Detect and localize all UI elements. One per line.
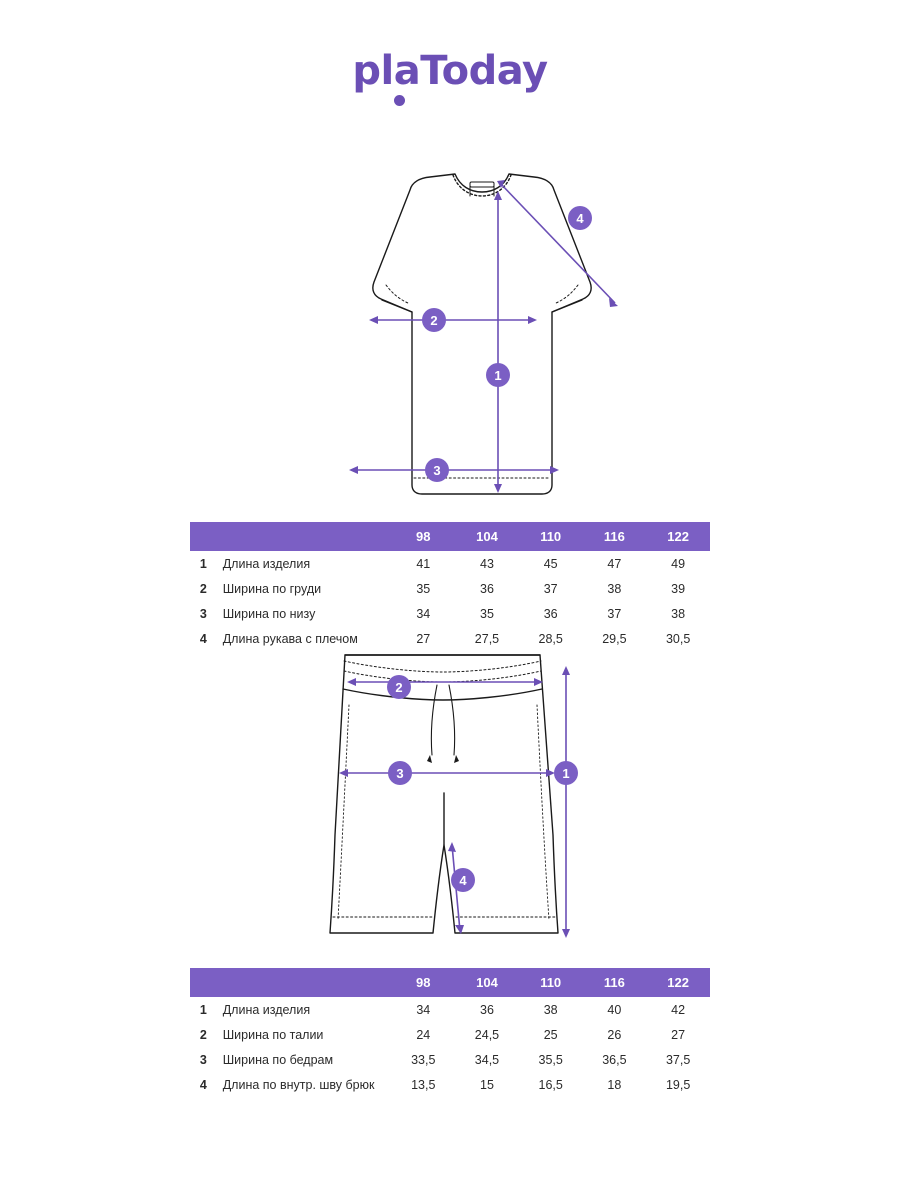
row-value: 16,5	[519, 1072, 583, 1097]
row-value: 33,5	[391, 1047, 455, 1072]
header-size-110: 110	[540, 975, 562, 990]
row-value: 36	[519, 601, 583, 626]
header-size-122: 122	[667, 975, 689, 990]
row-value: 38	[646, 601, 710, 626]
row-value: 39	[646, 576, 710, 601]
row-label: Ширина по талии	[217, 1022, 392, 1047]
callout-2	[387, 675, 411, 699]
row-value: 34	[391, 601, 455, 626]
row-label: Ширина по груди	[217, 576, 392, 601]
row-value: 37,5	[646, 1047, 710, 1072]
row-value: 19,5	[646, 1072, 710, 1097]
t-shirt-figure	[0, 160, 900, 510]
row-index: 3	[190, 601, 217, 626]
table-row	[190, 1047, 710, 1072]
row-value: 45	[519, 551, 583, 576]
callout-1	[486, 363, 510, 387]
svg-text:3: 3	[433, 463, 441, 478]
table-row	[190, 576, 710, 601]
row-value: 36,5	[583, 1047, 647, 1072]
row-value: 42	[646, 997, 710, 1022]
svg-text:4: 4	[459, 873, 467, 888]
header-size-116: 116	[603, 529, 625, 544]
header-size-110: 110	[540, 529, 562, 544]
row-value: 37	[583, 601, 647, 626]
shorts-figure	[0, 645, 900, 955]
measurement-arrows	[339, 666, 570, 938]
callout-2	[422, 308, 446, 332]
row-value: 43	[455, 551, 519, 576]
row-value: 24,5	[455, 1022, 519, 1047]
row-value: 26	[583, 1022, 647, 1047]
row-label: Ширина по низу	[217, 601, 392, 626]
row-value: 47	[583, 551, 647, 576]
row-label: Длина по внутр. шву брюк	[217, 1072, 392, 1097]
row-value: 38	[583, 576, 647, 601]
row-index: 2	[190, 1022, 217, 1047]
callout-3	[388, 761, 412, 785]
svg-text:3: 3	[396, 766, 404, 781]
row-label: Ширина по бедрам	[217, 1047, 392, 1072]
shorts-size-table	[190, 968, 710, 1097]
row-value: 49	[646, 551, 710, 576]
table-row	[190, 1022, 710, 1047]
svg-text:1: 1	[562, 766, 570, 781]
brand-logo	[0, 48, 900, 94]
table-row	[190, 997, 710, 1022]
row-index: 1	[190, 551, 217, 576]
row-value: 29,5	[583, 626, 647, 651]
row-index: 1	[190, 997, 217, 1022]
row-value: 28,5	[519, 626, 583, 651]
row-value: 18	[583, 1072, 647, 1097]
shorts-outline	[330, 655, 558, 933]
table-row	[190, 601, 710, 626]
row-value: 40	[583, 997, 647, 1022]
header-label	[217, 968, 392, 997]
header-label	[217, 522, 392, 551]
svg-text:2: 2	[395, 680, 403, 695]
brand-name-part2: Today	[420, 48, 548, 94]
svg-text:2: 2	[430, 313, 438, 328]
brand-name-part1: pla	[352, 48, 421, 94]
row-value: 41	[391, 551, 455, 576]
row-value: 36	[455, 997, 519, 1022]
t-shirt-outline	[373, 174, 591, 494]
callout-4	[451, 868, 475, 892]
row-label: Длина изделия	[217, 997, 392, 1022]
row-value: 13,5	[391, 1072, 455, 1097]
t-shirt-callouts	[422, 206, 592, 482]
row-value: 24	[391, 1022, 455, 1047]
t-shirt-size-table	[190, 522, 710, 651]
row-index: 3	[190, 1047, 217, 1072]
row-value: 35	[455, 601, 519, 626]
row-value: 27,5	[455, 626, 519, 651]
row-label: Длина рукава с плечом	[217, 626, 392, 651]
row-value: 37	[519, 576, 583, 601]
callout-4	[568, 206, 592, 230]
row-index: 2	[190, 576, 217, 601]
header-size-122: 122	[667, 529, 689, 544]
header-size-104: 104	[476, 975, 498, 990]
row-index: 4	[190, 626, 217, 651]
header-size-98: 98	[416, 975, 431, 990]
row-value: 27	[391, 626, 455, 651]
svg-text:1: 1	[494, 368, 502, 383]
table-row	[190, 551, 710, 576]
row-value: 34	[391, 997, 455, 1022]
row-value: 35	[391, 576, 455, 601]
table-header-row	[190, 522, 710, 551]
row-value: 36	[455, 576, 519, 601]
table-header-row	[190, 968, 710, 997]
row-value: 30,5	[646, 626, 710, 651]
row-label: Длина изделия	[217, 551, 392, 576]
callout-3	[425, 458, 449, 482]
row-value: 35,5	[519, 1047, 583, 1072]
callout-1	[554, 761, 578, 785]
header-index	[190, 968, 217, 997]
header-index	[190, 522, 217, 551]
header-size-116: 116	[603, 975, 625, 990]
row-value: 27	[646, 1022, 710, 1047]
row-value: 38	[519, 997, 583, 1022]
row-value: 15	[455, 1072, 519, 1097]
brand-dot-icon	[394, 95, 405, 106]
table-row	[190, 1072, 710, 1097]
header-size-104: 104	[476, 529, 498, 544]
row-index: 4	[190, 1072, 217, 1097]
row-value: 34,5	[455, 1047, 519, 1072]
svg-text:4: 4	[576, 211, 584, 226]
header-size-98: 98	[416, 529, 431, 544]
row-value: 25	[519, 1022, 583, 1047]
